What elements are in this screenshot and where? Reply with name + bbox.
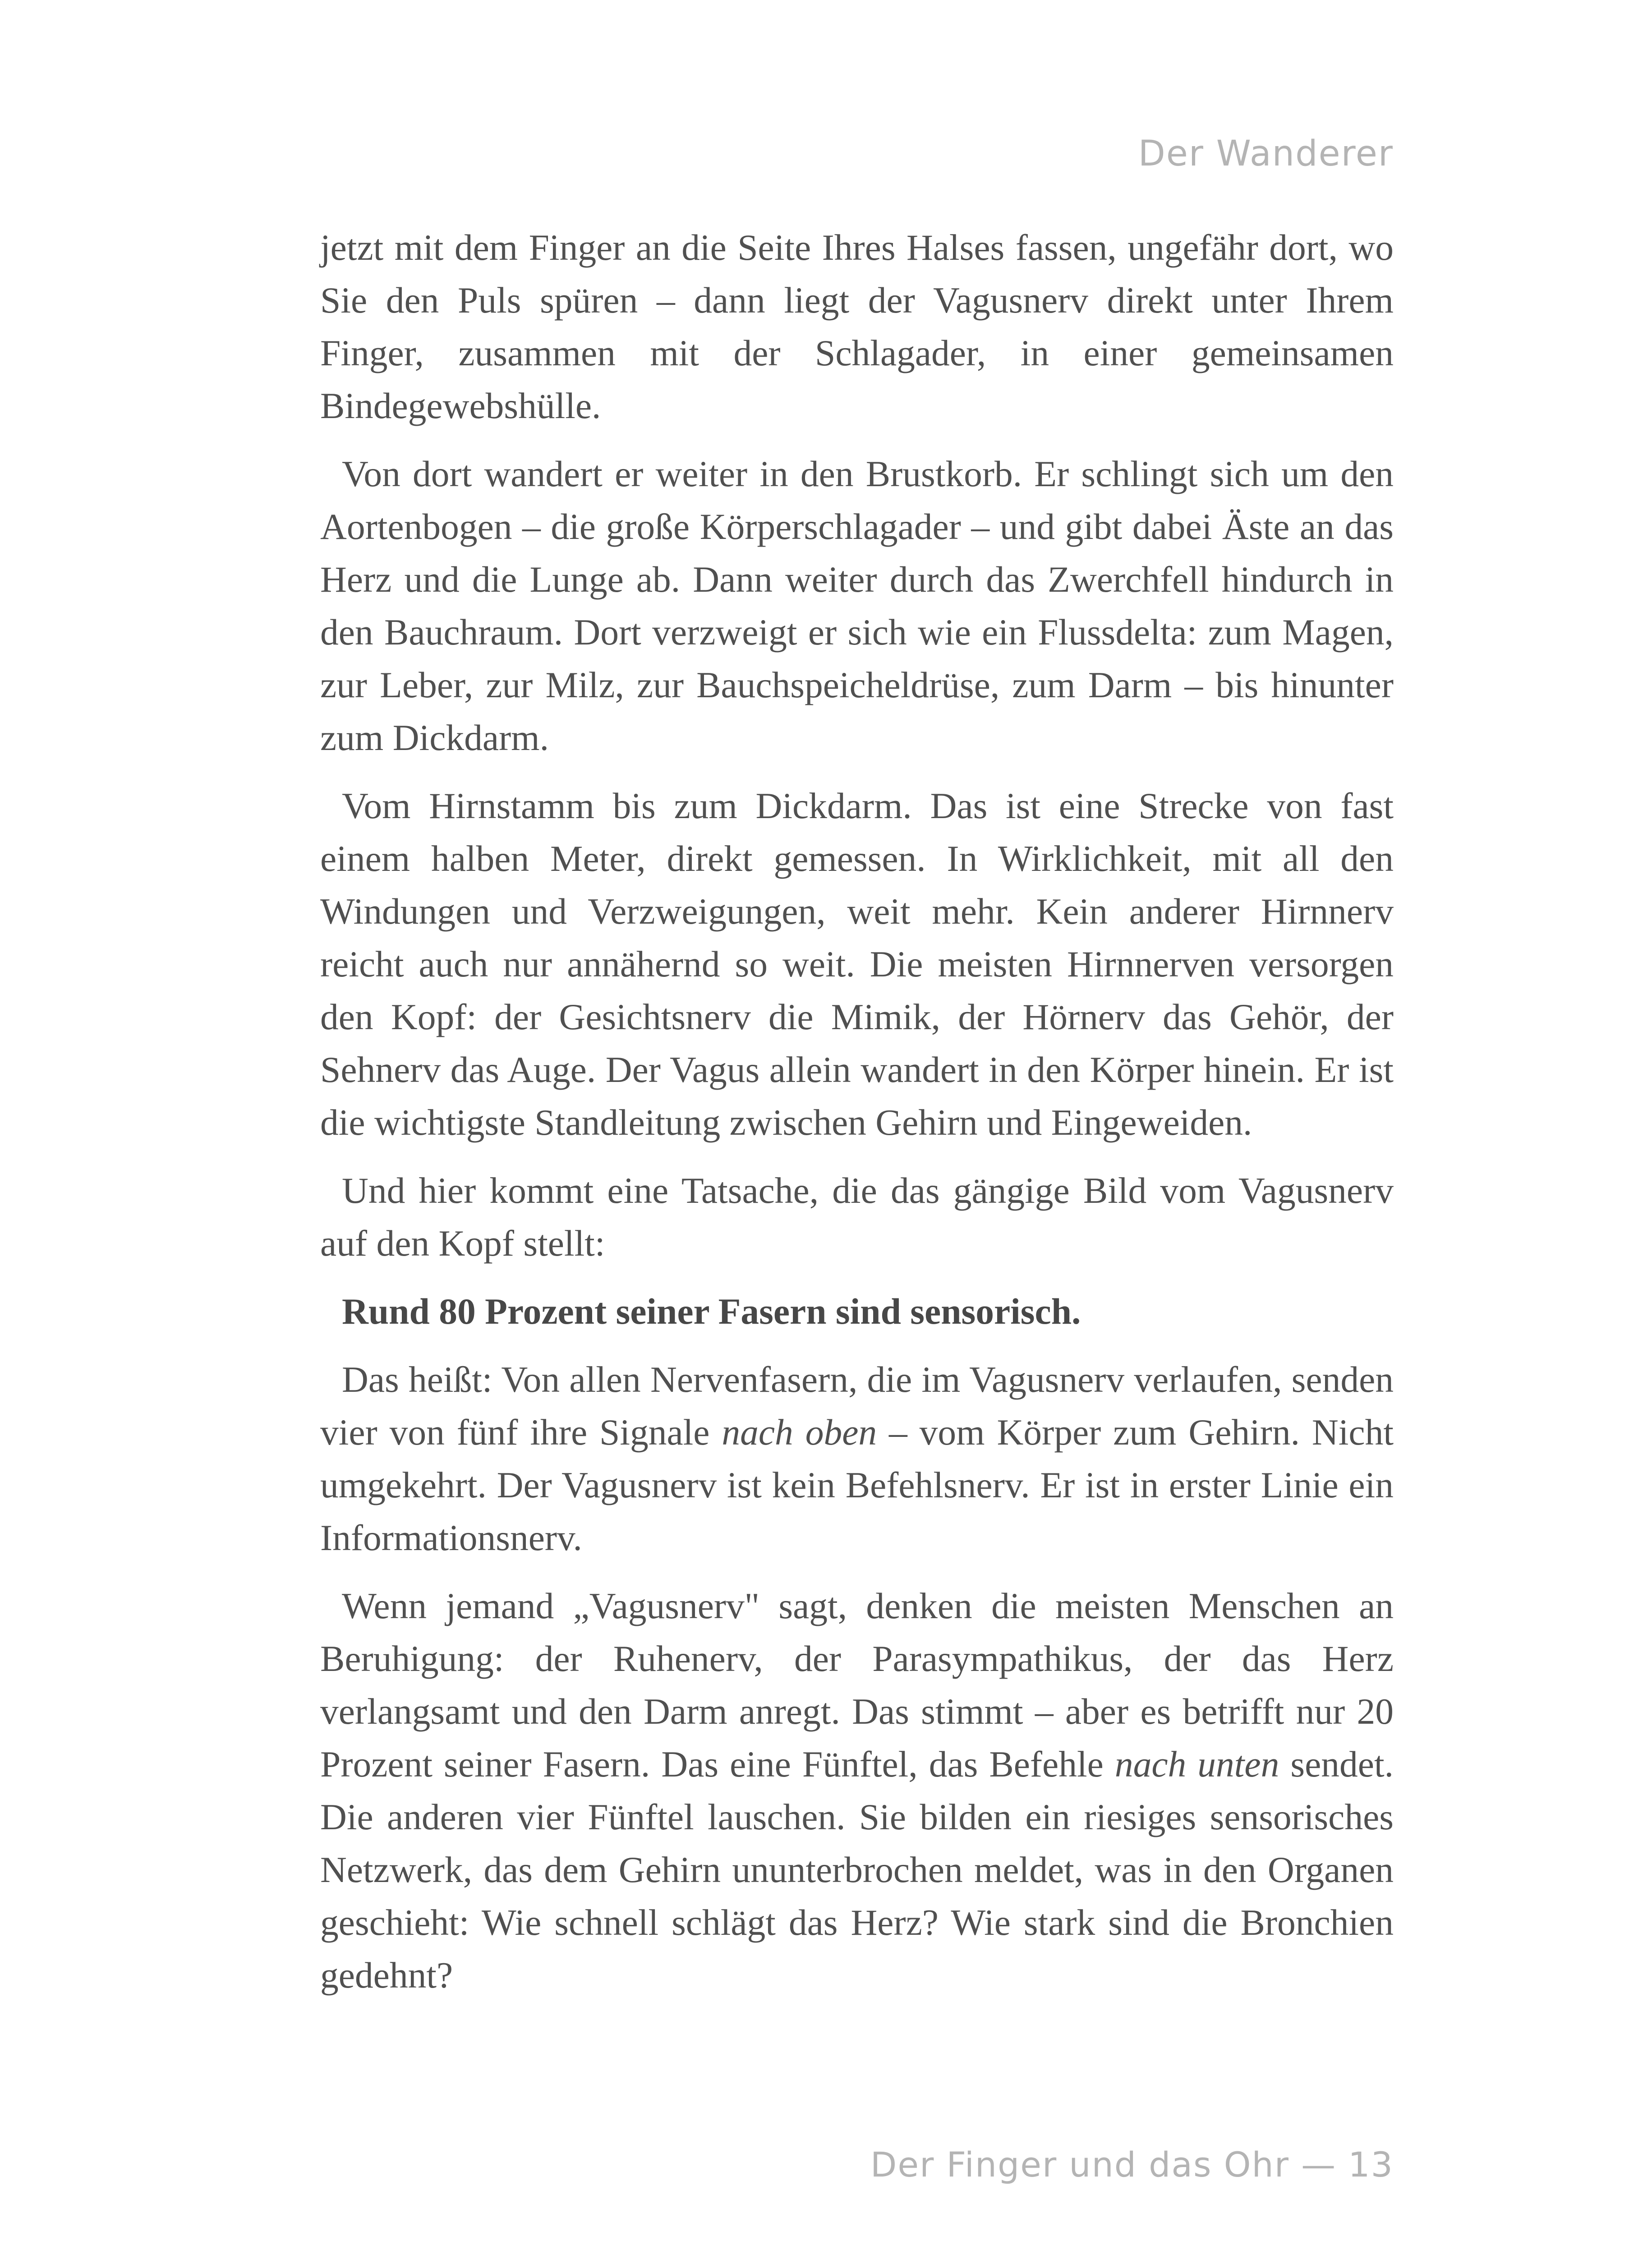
running-footer: Der Finger und das Ohr — 13 xyxy=(870,2145,1394,2185)
running-header: Der Wanderer xyxy=(1138,133,1394,174)
paragraph-6-text-a: Das heißt: Von allen Nervenfasern, die im Vagusnerv verlaufen, senden vier von fünf ihre Signale xyxy=(320,1359,1394,1453)
paragraph-6-text-b: – vom Körper zum Gehirn. Nicht umgekehrt. Der Vagusnerv ist kein Befehlsnerv. Er ist in erster Linie ein Informationsnerv. xyxy=(320,1412,1394,1558)
paragraph-1: jetzt mit dem Finger an die Seite Ihres Halses fassen, ungefähr dort, wo Sie den Puls spüren – dann liegt der Vagusnerv direkt unter Ihrem Finger, zusammen mit der Schlagader, in einer gemeinsamen Bindegewebshülle. xyxy=(320,227,1394,426)
paragraph-3: Vom Hirnstamm bis zum Dickdarm. Das ist eine Strecke von fast einem halben Meter, direkt gemessen. In Wirklichkeit, mit all den Windungen und Verzweigungen, weit mehr. Kein anderer Hirnnerv reicht auch nur annähernd so weit. Die meisten Hirnnerven versorgen den Kopf: der Gesichtsnerv die Mimik, der Hörnerv das Gehör, der Sehnerv das Auge. Der Vagus allein wandert in den Körper hinein. Er ist die wichtigste Standleitung zwischen Gehirn und Eingeweiden. xyxy=(320,785,1394,1143)
highlight-statement: Rund 80 Prozent seiner Fasern sind sensorisch. xyxy=(342,1291,1081,1332)
paragraph-7-text-b: sendet. Die anderen vier Fünftel lauschen. Sie bilden ein riesiges sensorisches Netzwerk, das dem Gehirn ununterbrochen meldet, was in den Organen geschieht: Wie schnell schlägt das Herz? Wie stark sind die Bronchien gedehnt? xyxy=(320,1744,1394,1996)
paragraph-6 xyxy=(320,1353,1394,1564)
paragraph-2: Von dort wandert er weiter in den Brustkorb. Er schlingt sich um den Aortenbogen – die große Körperschlagader – und gibt dabei Äste an das Herz und die Lunge ab. Dann weiter durch das Zwerchfell hindurch in den Bauchraum. Dort verzweigt er sich wie ein Flussdelta: zum Magen, zur Leber, zur Milz, zur Bauchspeicheldrüse, zum Darm – bis hinunter zum Dickdarm. xyxy=(320,453,1394,758)
paragraph-6-emphasis: nach oben xyxy=(722,1412,877,1453)
paragraph-4: Und hier kommt eine Tatsache, die das gängige Bild vom Vagusnerv auf den Kopf stellt: xyxy=(320,1170,1394,1264)
paragraph-7 xyxy=(320,1579,1394,2002)
paragraph-7-emphasis: nach unten xyxy=(1114,1744,1279,1785)
body-text xyxy=(320,221,1394,2017)
paragraph-7-text-a: Wenn jemand „Vagusnerv" sagt, denken die meisten Menschen an Beruhigung: der Ruhenerv, der Parasympathikus, der das Herz verlangsamt und den Darm anregt. Das stimmt – aber es betrifft nur 20 Prozent seiner Fasern. Das eine Fünftel, das Befehle xyxy=(320,1585,1394,1785)
